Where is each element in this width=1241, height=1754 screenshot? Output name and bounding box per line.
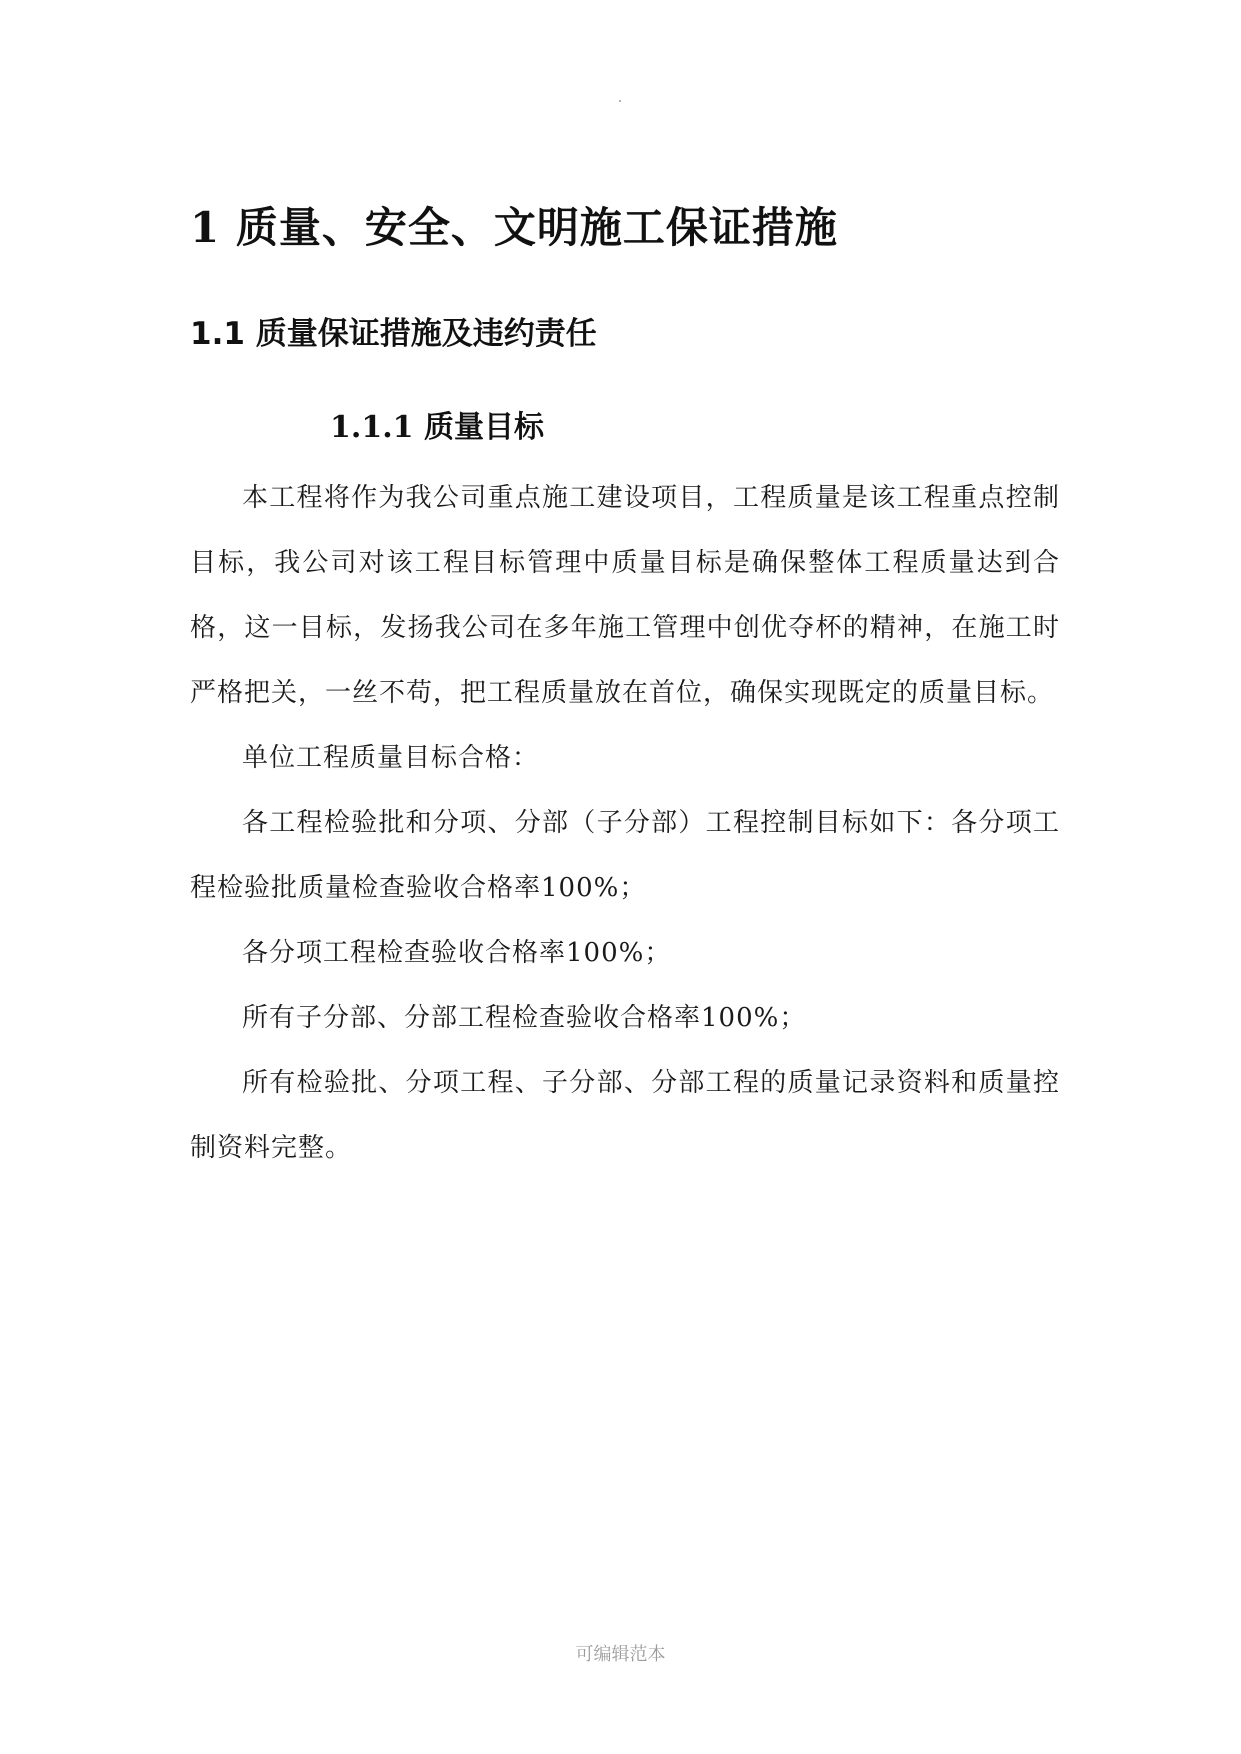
- paragraph-records-complete: 所有检验批、分项工程、子分部、分部工程的质量记录资料和质量控制资料完整。: [190, 1068, 1060, 1163]
- heading-level-1: 1 质量、安全、文明施工保证措施: [190, 203, 838, 252]
- heading-level-2: 1.1 质量保证措施及违约责任: [190, 316, 597, 352]
- header-mark: [619, 100, 621, 102]
- page-footer: 可编辑范本: [575, 1644, 666, 1665]
- body-text: [190, 466, 1060, 1181]
- paragraph-division-rate: 所有子分部、分部工程检查验收合格率100%；: [242, 1003, 807, 1033]
- paragraph-unit-target: 单位工程质量目标合格：: [242, 743, 540, 773]
- paragraph-quality-goal: 本工程将作为我公司重点施工建设项目，工程质量是该工程重点控制目标，我公司对该工程目标管理中质量目标是确保整体工程质量达到合格，这一目标，发扬我公司在多年施工管理中创优夺杯的精神，在施工时严格把关，一丝不苟，把工程质量放在首位，确保实现既定的质量目标。: [190, 483, 1060, 708]
- paragraph-inspection-batch: 各工程检验批和分项、分部（子分部）工程控制目标如下：各分项工程检验批质量检查验收合格率100%；: [190, 808, 1060, 903]
- paragraph-subitem-rate: 各分项工程检查验收合格率100%；: [242, 938, 672, 968]
- heading-level-3: 1.1.1 质量目标: [330, 410, 544, 445]
